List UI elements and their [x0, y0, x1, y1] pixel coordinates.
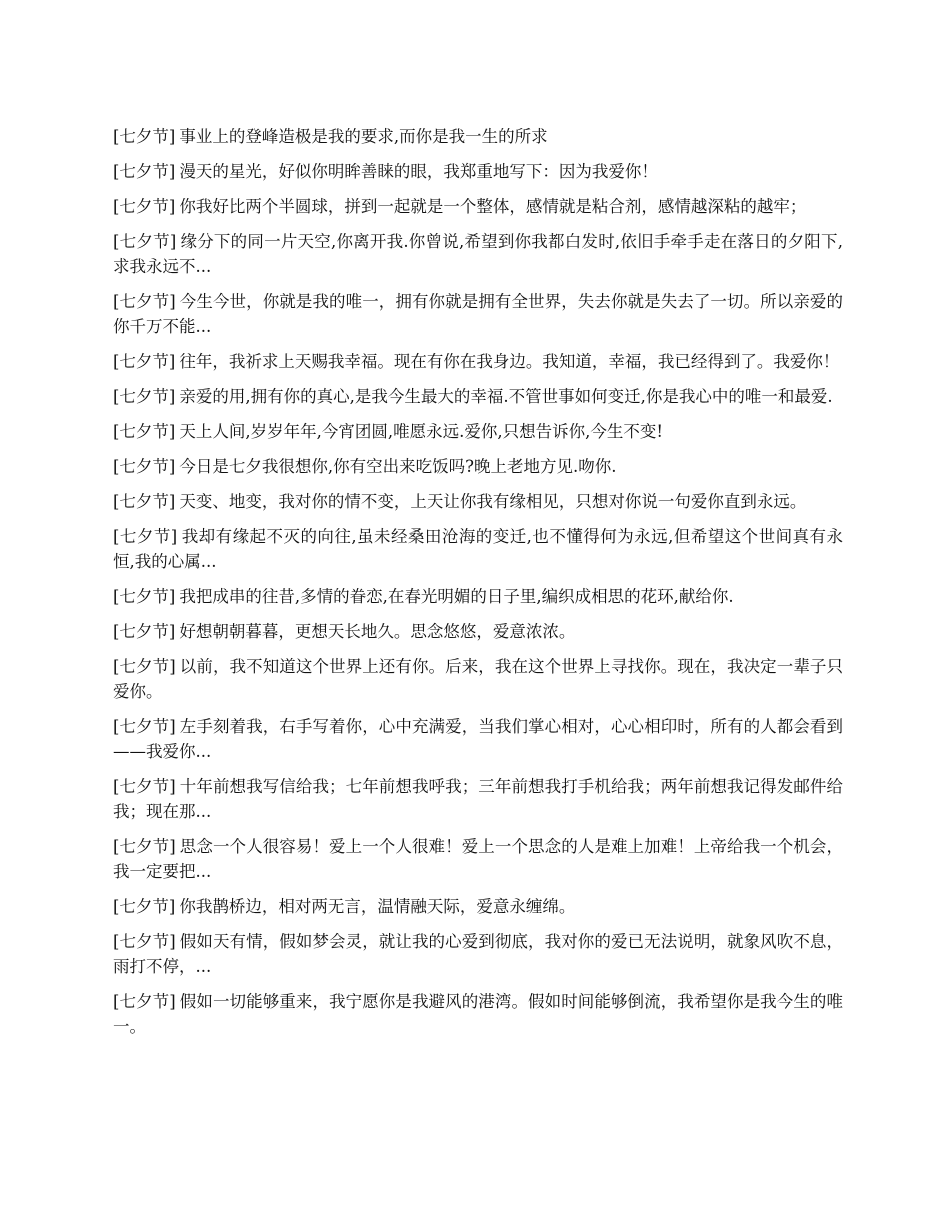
paragraph-text: 你我好比两个半圆球，拼到一起就是一个整体，感情就是粘合剂，感情越深粘的越牢；	[179, 197, 807, 216]
paragraph	[113, 489, 843, 514]
paragraph-text: 十年前想我写信给我；七年前想我呼我；三年前想我打手机给我；两年前想我记得发邮件给我；现在那...	[113, 777, 844, 821]
paragraph-text: 你我鹊桥边，相对两无言，温情融天际，爱意永缠绵。	[179, 897, 576, 916]
paragraph-text: 天变、地变，我对你的情不变，上天让你我有缘相见，只想对你说一句爱你直到永远。	[179, 492, 807, 511]
paragraph-tag: [七夕节]	[113, 292, 176, 311]
paragraph-text: 假如一切能够重来，我宁愿你是我避风的港湾。假如时间能够倒流，我希望你是我今生的唯一。	[113, 992, 844, 1036]
paragraph-tag: [七夕节]	[113, 897, 176, 916]
paragraph-text: 亲爱的用,拥有你的真心,是我今生最大的幸福.不管世事如何变迁,你是我心中的唯一和最爱.	[179, 387, 833, 406]
paragraph-tag: [七夕节]	[113, 587, 176, 606]
paragraph-text: 天上人间,岁岁年年,今宵团圆,唯愿永远.爱你,只想告诉你,今生不变!	[179, 422, 663, 441]
paragraph-tag: [七夕节]	[113, 777, 176, 796]
paragraph-text: 我却有缘起不灭的向往,虽未经桑田沧海的变迁,也不懂得何为永远,但希望这个世间真有永恒,我的心属...	[113, 527, 843, 571]
paragraph-text: 我把成串的往昔,多情的眷恋,在春光明媚的日子里,编织成相思的花环,献给你.	[179, 587, 734, 606]
paragraph	[113, 124, 843, 149]
paragraph-tag: [七夕节]	[113, 492, 176, 511]
paragraph	[113, 774, 843, 824]
paragraph	[113, 159, 843, 184]
paragraph	[113, 289, 843, 339]
paragraph	[113, 584, 843, 609]
paragraph	[113, 229, 843, 279]
paragraph-tag: [七夕节]	[113, 197, 176, 216]
paragraph	[113, 929, 843, 979]
paragraph	[113, 619, 843, 644]
paragraph-text: 事业上的登峰造极是我的要求,而你是我一生的所求	[179, 127, 548, 146]
paragraph-text: 思念一个人很容易！爱上一个人很难！爱上一个思念的人是难上加难！上帝给我一个机会，我一定要把...	[113, 837, 844, 881]
paragraph	[113, 834, 843, 884]
paragraph-text: 今生今世，你就是我的唯一，拥有你就是拥有全世界，失去你就是失去了一切。所以亲爱的你千万不能...	[113, 292, 844, 336]
paragraph	[113, 894, 843, 919]
paragraph-tag: [七夕节]	[113, 837, 176, 856]
paragraph	[113, 524, 843, 574]
paragraph-tag: [七夕节]	[113, 992, 176, 1011]
paragraph-tag: [七夕节]	[113, 162, 176, 181]
paragraph-text: 左手刻着我，右手写着你，心中充满爱，当我们掌心相对，心心相印时，所有的人都会看到——我爱你...	[113, 717, 844, 761]
paragraph-tag: [七夕节]	[113, 457, 176, 476]
paragraph	[113, 419, 843, 444]
paragraph-text: 漫天的星光，好似你明眸善睐的眼，我郑重地写下：因为我爱你！	[179, 162, 658, 181]
paragraph	[113, 989, 843, 1039]
paragraph-tag: [七夕节]	[113, 422, 176, 441]
paragraph-text: 缘分下的同一片天空,你离开我.你曾说,希望到你我都白发时,依旧手牵手走在落日的夕阳下,求我永远不...	[113, 232, 843, 276]
paragraph-tag: [七夕节]	[113, 127, 176, 146]
paragraph-text: 假如天有情，假如梦会灵，就让我的心爱到彻底，我对你的爱已无法说明，就象风吹不息，雨打不停，...	[113, 932, 844, 976]
document-body	[113, 124, 843, 1049]
paragraph-tag: [七夕节]	[113, 387, 176, 406]
paragraph-tag: [七夕节]	[113, 622, 176, 641]
paragraph	[113, 349, 843, 374]
paragraph	[113, 194, 843, 219]
paragraph	[113, 384, 843, 409]
paragraph	[113, 654, 843, 704]
paragraph-text: 往年，我祈求上天赐我幸福。现在有你在我身边。我知道，幸福，我已经得到了。我爱你！	[179, 352, 840, 371]
paragraph-tag: [七夕节]	[113, 527, 178, 546]
paragraph-tag: [七夕节]	[113, 657, 176, 676]
paragraph-tag: [七夕节]	[113, 352, 176, 371]
paragraph-tag: [七夕节]	[113, 717, 176, 736]
paragraph	[113, 454, 843, 479]
paragraph-text: 以前，我不知道这个世界上还有你。后来，我在这个世界上寻找你。现在，我决定一辈子只爱你。	[113, 657, 844, 701]
paragraph-text: 今日是七夕我很想你,你有空出来吃饭吗?晚上老地方见.吻你.	[179, 457, 617, 476]
paragraph	[113, 714, 843, 764]
paragraph-text: 好想朝朝暮暮，更想天长地久。思念悠悠，爱意浓浓。	[179, 622, 576, 641]
paragraph-tag: [七夕节]	[113, 232, 177, 251]
paragraph-tag: [七夕节]	[113, 932, 176, 951]
